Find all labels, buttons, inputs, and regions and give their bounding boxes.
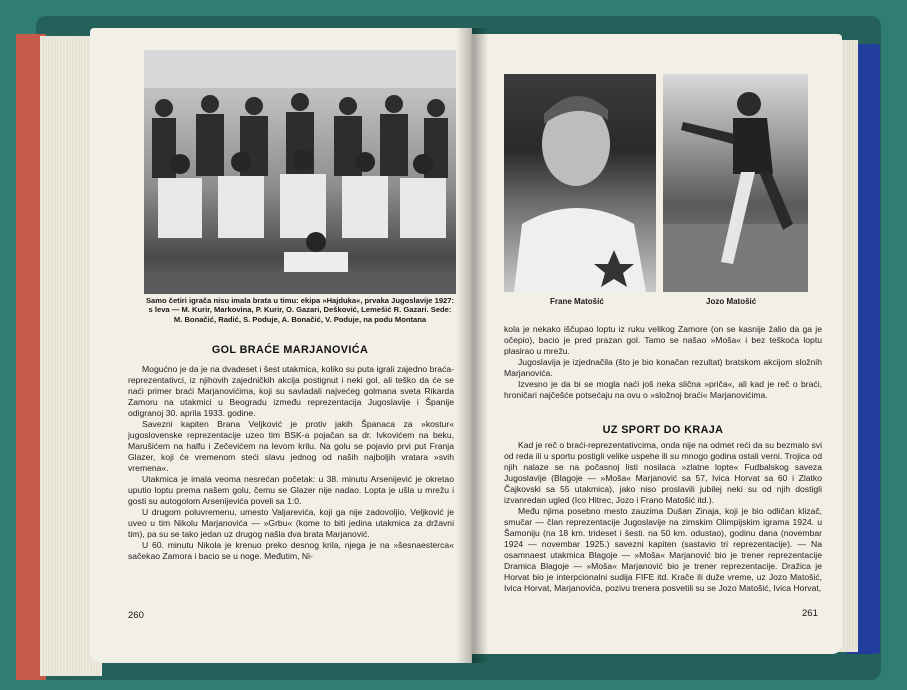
right-page xyxy=(470,34,842,654)
action-photo-illustration xyxy=(663,74,808,292)
page-number-right: 261 xyxy=(802,608,818,619)
paragraph: Jugoslavija je izjednačila (što je bio konačan rezultat) bratskom akcijom složnih Marjanovića. xyxy=(504,357,822,378)
paragraph: U drugom poluvremenu, umesto Valjarevića, koji ga nije zadovoljio, Veljković je uveo u tim Nikolu Marjanovića — »Grbu« (kome to biti jedina utakmica za državni tim), pa su se tako jedan uz drugog našla dva brata Marjanović. xyxy=(128,507,454,539)
frane-matosic-photo xyxy=(504,74,656,292)
paragraph: Izvesno je da bi se mogla naći još neka slična »priča«, ali kad je reč o braći, hroničari najčešće potsećaju na ovu o »složnoj braći« Marjanovićima. xyxy=(504,379,822,400)
portrait-illustration xyxy=(504,74,656,292)
paragraph: Savezni kapiten Brana Veljković je protiv jakih Španaca za »kostur« jugoslovenske reprezentacije uzeo tim BSK-a pojačan sa dr. Ivkovićem na beku, Marušićem na halfu i Zečevićem na levom krilu. Na golu se pojavio prvi put Franja Glazer, koji će vremenom steći slavu jednog od naših najboljih vratara »svih vremena«. xyxy=(128,419,454,473)
frane-matosic-label: Frane Matošić xyxy=(550,297,604,306)
jozo-matosic-label: Jozo Matošić xyxy=(706,297,757,306)
left-page xyxy=(90,28,472,663)
jozo-matosic-photo xyxy=(663,74,808,292)
page-number-left: 260 xyxy=(128,610,144,621)
paragraph: Kad je reč o braći-reprezentativcima, onda nije na odmet reći da su bezmalo svi od reda ili u sportu postigli velike uspehe ili su mnogo godina ostali verni. Trojica od njih nalaze se na počasnoj listi nosilaca »zlatne lopte« Fudbalskog saveza Jugoslavije (Blagoje — »Moša« Marjanović sa 57, Ivica Horvat sa 60 i Zlatko Čajkovski sa 55 utakmica), jako niso proslavili jubilej neki su od njih dostigli izvanredan ugled (Ico Hitrec, Jozo i Frano Matošić itd.). xyxy=(504,440,822,505)
left-body-text xyxy=(128,364,454,562)
right-body-text-top xyxy=(504,324,822,401)
team-photo-caption: Samo četiri igrača nisu imala brata u timu: ekipa »Hajduka«, prvaka Jugoslavije 1927: s leva — M. Kurir, Markovina, P. Kurir, O. Gazari, Dešković, Lemešić R. Gazari. Sede: M. Bonačić, Radić, S. Poduje, A. Bonačić, V. Poduje, na podu Montana xyxy=(145,296,455,324)
section-title-uz-sport: UZ SPORT DO KRAJA xyxy=(602,424,724,436)
right-body-text-bottom xyxy=(504,440,822,594)
team-photo-illustration xyxy=(144,50,456,294)
paragraph: U 60. minutu Nikola je krenuo preko desnog krila, njega je na »šesnaesterca« sačekao Zamora i bacio se u noge. Međutim, Ni- xyxy=(128,540,454,561)
team-photo xyxy=(144,50,456,294)
paragraph: Mogućno je da je na dvadeset i šest utakmica, koliko su puta igrali zajedno braća-reprezentativci, iz njihovih zajedničkih akcija postignut i neki gol, ali teško da će se naći primer braći Marjanovićima, koji su savladali najvećeg golmana sveta Rikarda Zamoru na utakmici u Beogradu između reprezentacija Jugoslavije i Španije odigranoj 30. aprila 1933. godine. xyxy=(128,364,454,418)
paragraph: kola je nekako iščupao loptu iz ruku velikog Zamore (on se kasnije žalio da ga je očepio), bacio je pred prazan gol. Tamo se našao »Moša« i bez teškoća loptu plasirao u mrežu. xyxy=(504,324,822,356)
paragraph: Među njima posebno mesto zauzima Dušan Zinaja, koji je bio odličan klizač, smučar — član reprezentacije Jugoslavije na zimskim Olimpijskim igrama 1924. u Šamoniju (na 18 km. trideset i šesti. na 50 km. odustao), godinu dana (novembar 1924 — novembar 1925.) savezni kapiten (sastavio tri reprezentacije). — Na osamnaest utakmica Blagoje — »Moša« Marjanović bio je trener reprezentacije Dramica Blagoje — »Moša« Marjanović bio je trener reprezentacije. Dražica je Horvat bio je interpcionalni sudija FIFE itd. Krače ili duže vreme, uz Jozo Matošić, Ivica Horvat, Marjanovića, pozivu trenera posvetili su se Jozo Matošić, Ivica Horvat, xyxy=(504,506,822,593)
section-title-gol-brace: GOL BRAĆE MARJANOVIĆA xyxy=(211,344,369,356)
paragraph: Utakmica je imala veoma nesrećan početak: u 38. minutu Arsenijević je okretao uputio loptu prema našem golu, čemu se Glazer nije nadao. Lopta je ušla u mrežu i gosti su autogolom Arsenijevića poveli sa 1:0. xyxy=(128,474,454,506)
